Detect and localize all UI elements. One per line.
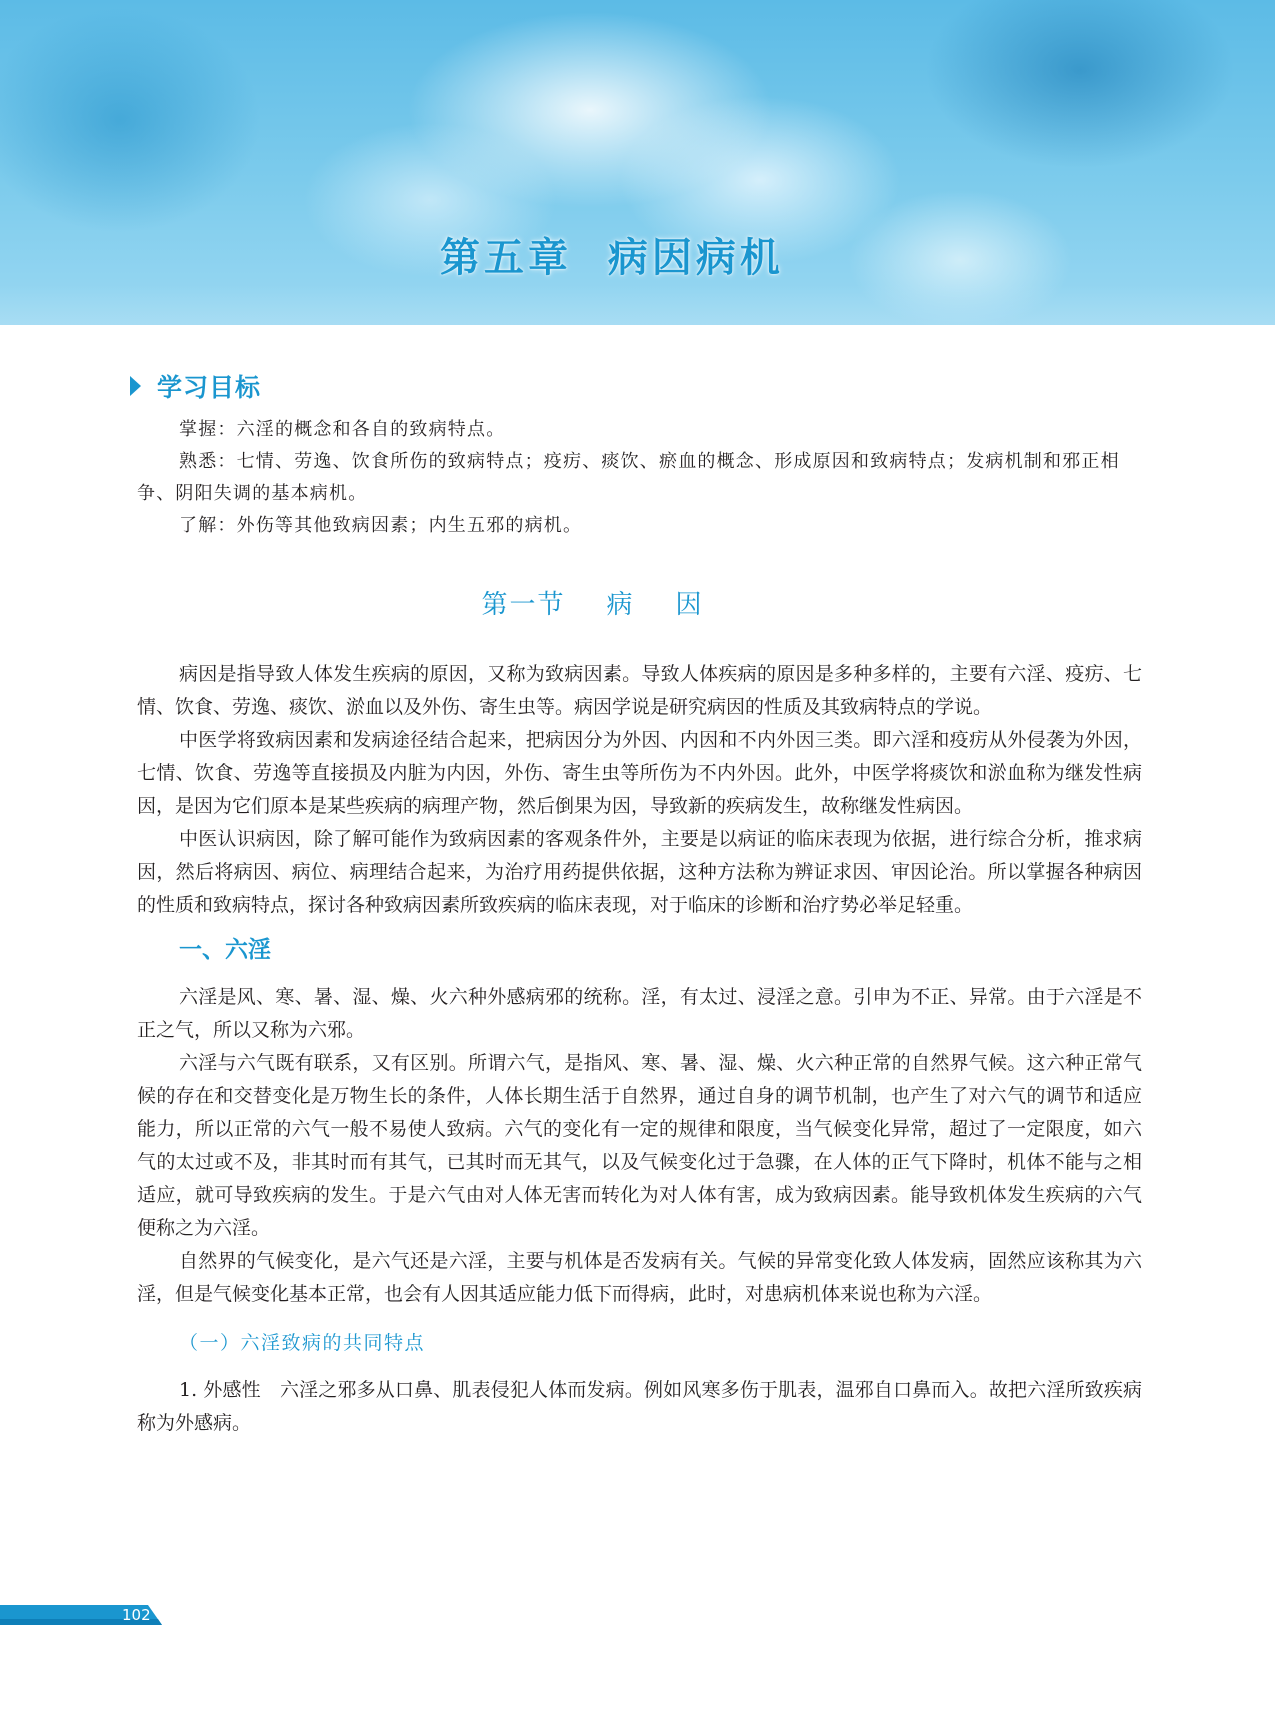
objective-understand: 了解：外伤等其他致病因素；内生五邪的病机。 — [179, 515, 583, 536]
paragraph-3: 中医认识病因，除了解可能作为致病因素的客观条件外，主要是以病证的临床表现为依据，进行综合分析，推求病因，然后将病因、病位、病理结合起来，为治疗用药提供依据，这种方法称为辨证求因、审因论治。所以掌握各种病因的性质和致病特点，探讨各种致病因素所致疾病的临床表现，对于临床的诊断和治疗势必举足轻重。 — [137, 828, 1142, 916]
paragraph-2: 中医学将致病因素和发病途径结合起来，把病因分为外因、内因和不内外因三类。即六淫和疫疠从外侵袭为外因，七情、饮食、劳逸等直接损及内脏为内因，外伤、寄生虫等所伤为不内外因。此外，中医学将痰饮和淤血称为继发性病因，是因为它们原本是某些疾病的病理产物，然后倒果为因，导致新的疾病发生，故称继发性病因。 — [137, 729, 1142, 817]
subsubsection-title: （一）六淫致病的共同特点 — [179, 1332, 426, 1354]
subsection-title-liuyin: 一、六淫 — [179, 937, 271, 963]
section-title — [0, 584, 1275, 621]
page-number: 102 — [122, 1606, 151, 1624]
objectives-list — [137, 414, 1142, 542]
objectives-heading — [130, 368, 261, 404]
chapter-title: 第五章 病因病机 — [440, 234, 784, 281]
paragraph-1: 病因是指导致人体发生疾病的原因，又称为致病因素。导致人体疾病的原因是多种多样的，主要有六淫、疫疠、七情、饮食、劳逸、痰饮、淤血以及外伤、寄生虫等。病因学说是研究病因的性质及其致病特点的学说。 — [137, 663, 1142, 718]
paragraph-6: 自然界的气候变化，是六气还是六淫，主要与机体是否发病有关。气候的异常变化致人体发病，固然应该称其为六淫，但是气候变化基本正常，也会有人因其适应能力低下而得病，此时，对患病机体来说也称为六淫。 — [137, 1250, 1142, 1305]
triangle-bullet-icon — [130, 376, 141, 396]
objective-familiar: 熟悉：七情、劳逸、饮食所伤的致病特点；疫疠、痰饮、瘀血的概念、形成原因和致病特点；发病机制和邪正相争、阴阳失调的基本病机。 — [137, 451, 1120, 504]
body-text — [137, 658, 1142, 1440]
objective-master: 掌握：六淫的概念和各自的致病特点。 — [179, 419, 506, 440]
paragraph-4: 六淫是风、寒、暑、湿、燥、火六种外感病邪的统称。淫，有太过、浸淫之意。引申为不正、异常。由于六淫是不正之气，所以又称为六邪。 — [137, 986, 1142, 1041]
chapter-banner — [0, 0, 1275, 325]
banner-fade — [0, 285, 1275, 325]
section-title-text: 第一节 病 因 — [481, 590, 704, 620]
objectives-heading-text: 学习目标 — [157, 373, 262, 402]
paragraph-7: 1. 外感性 六淫之邪多从口鼻、肌表侵犯人体而发病。例如风寒多伤于肌表，温邪自口鼻而入。故把六淫所致疾病称为外感病。 — [137, 1379, 1142, 1434]
paragraph-5: 六淫与六气既有联系，又有区别。所谓六气，是指风、寒、暑、湿、燥、火六种正常的自然界气候。这六种正常气候的存在和交替变化是万物生长的条件，人体长期生活于自然界，通过自身的调节机制，也产生了对六气的调节和适应能力，所以正常的六气一般不易使人致病。六气的变化有一定的规律和限度，当气候变化异常，超过了一定限度，如六气的太过或不及，非其时而有其气，已其时而无其气，以及气候变化过于急骤，在人体的正气下降时，机体不能与之相适应，就可导致疾病的发生。于是六气由对人体无害而转化为对人体有害，成为致病因素。能导致机体发生疾病的六气便称之为六淫。 — [137, 1052, 1142, 1239]
